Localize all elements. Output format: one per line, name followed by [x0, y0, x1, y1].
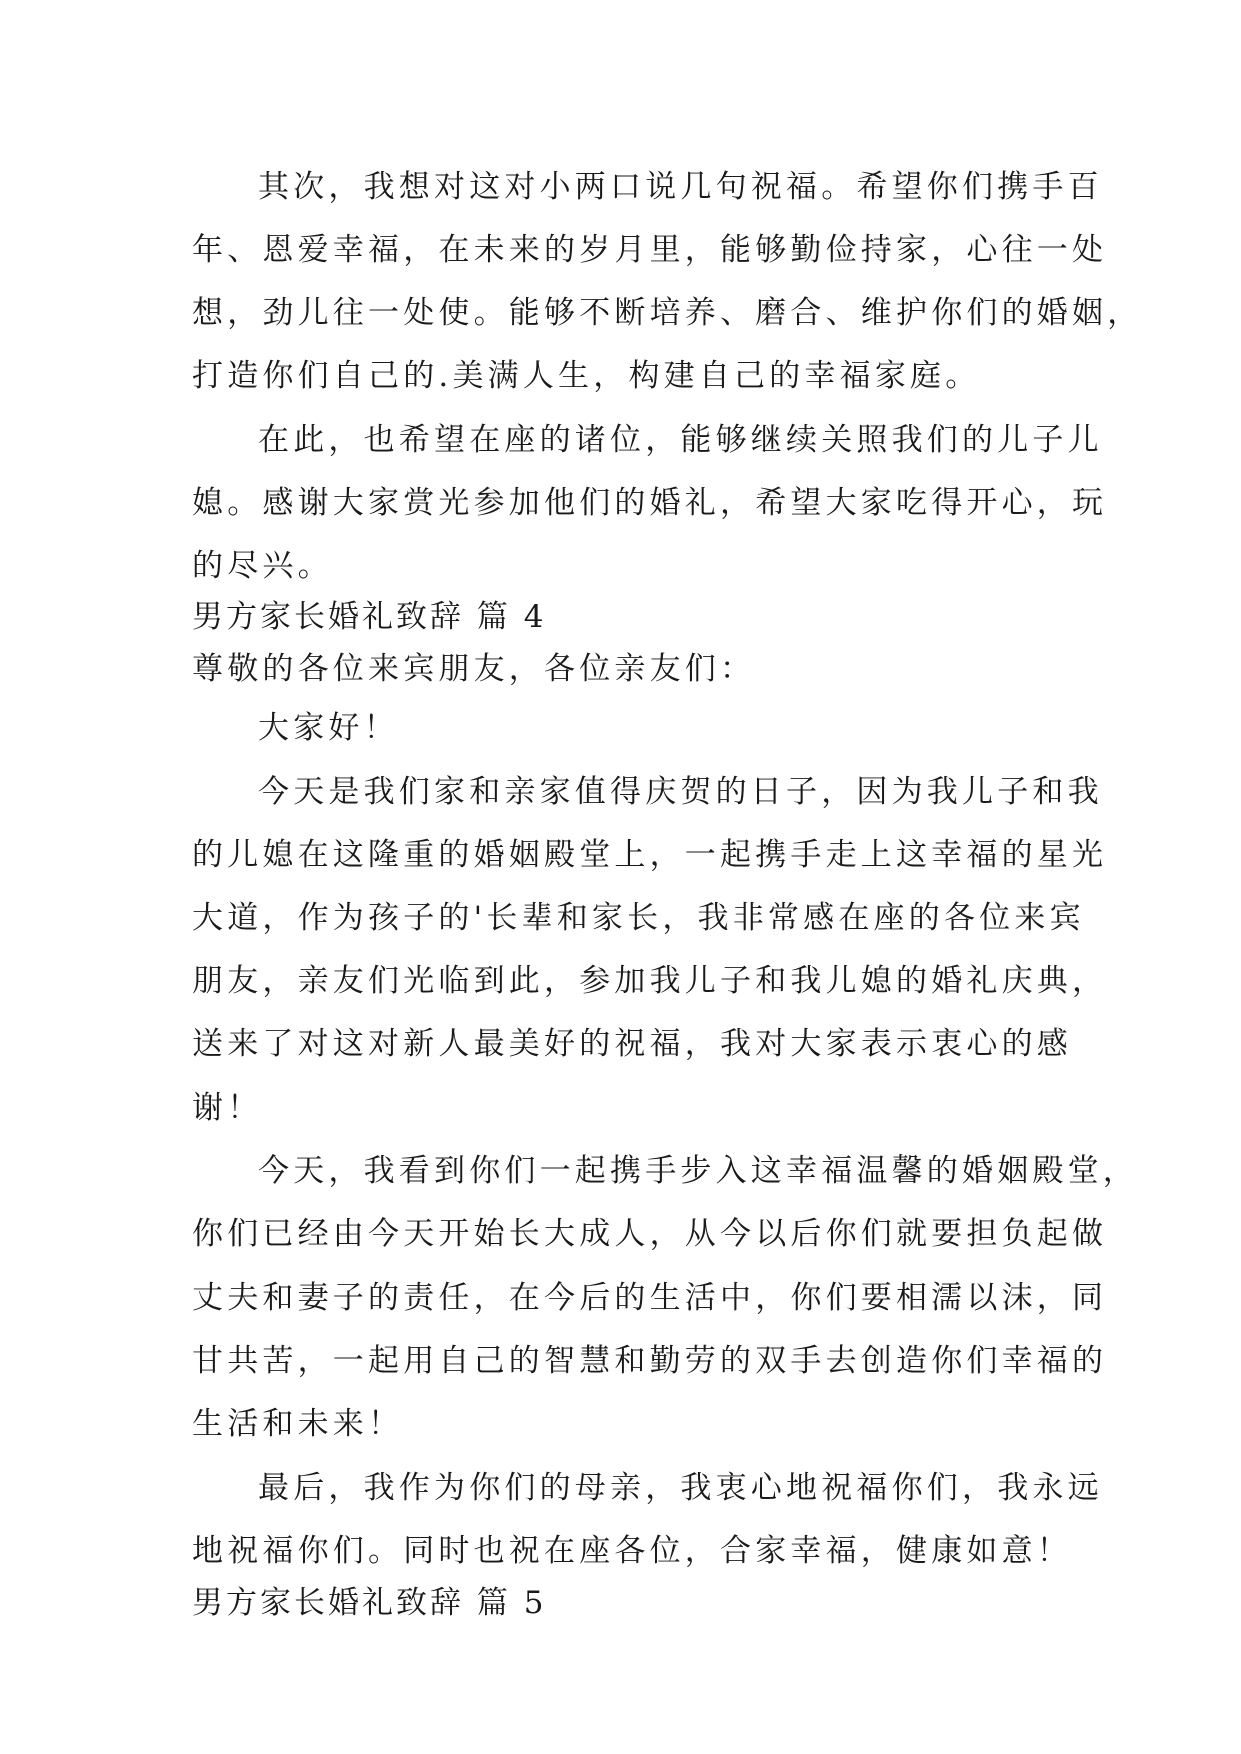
- paragraph-line: 打造你们自己的.美满人生，构建自己的幸福家庭。: [192, 358, 981, 394]
- paragraph-line: 在此，也希望在座的诸位，能够继续关照我们的儿子儿: [258, 422, 1103, 458]
- paragraph-line: 其次，我想对这对小两口说几句祝福。希望你们携手百: [258, 169, 1103, 205]
- paragraph-line: 今天，我看到你们一起携手步入这幸福温馨的婚姻殿堂，: [258, 1153, 1138, 1189]
- paragraph-line: 想，劲儿往一处使。能够不断培养、磨合、维护你们的婚姻，: [192, 295, 1143, 331]
- paragraph-line: 年、恩爱幸福，在未来的岁月里，能够勤俭持家，心往一处: [192, 232, 1108, 268]
- paragraph-line: 今天是我们家和亲家值得庆贺的日子，因为我儿子和我: [258, 774, 1103, 810]
- section-heading: 男方家长婚礼致辞 篇 4: [192, 599, 547, 635]
- paragraph-line: 最后，我作为你们的母亲，我衷心地祝福你们，我永远: [258, 1470, 1103, 1506]
- paragraph-line: 朋友，亲友们光临到此，参加我儿子和我儿媳的婚礼庆典，: [192, 963, 1108, 999]
- paragraph-line: 送来了对这对新人最美好的祝福，我对大家表示衷心的感: [192, 1026, 1072, 1062]
- paragraph-line: 甘共苦，一起用自己的智慧和勤劳的双手去创造你们幸福的: [192, 1343, 1108, 1379]
- paragraph-line: 的儿媳在这隆重的婚姻殿堂上，一起携手走上这幸福的星光: [192, 837, 1108, 873]
- paragraph-line: 生活和未来！: [192, 1406, 404, 1442]
- greeting-line: 大家好！: [258, 710, 399, 746]
- paragraph-line: 的尽兴。: [192, 548, 333, 584]
- salutation-line: 尊敬的各位来宾朋友，各位亲友们：: [192, 651, 756, 687]
- section-heading: 男方家长婚礼致辞 篇 5: [192, 1585, 547, 1621]
- paragraph-line: 谢！: [192, 1090, 263, 1126]
- paragraph-line: 你们已经由今天开始长大成人，从今以后你们就要担负起做: [192, 1216, 1108, 1252]
- paragraph-line: 大道，作为孩子的'长辈和家长，我非常感在座的各位来宾: [192, 900, 1085, 936]
- paragraph-line: 地祝福你们。同时也祝在座各位，合家幸福，健康如意！: [192, 1533, 1072, 1569]
- paragraph-line: 丈夫和妻子的责任，在今后的生活中，你们要相濡以沫，同: [192, 1280, 1108, 1316]
- paragraph-line: 媳。感谢大家赏光参加他们的婚礼，希望大家吃得开心，玩: [192, 485, 1108, 521]
